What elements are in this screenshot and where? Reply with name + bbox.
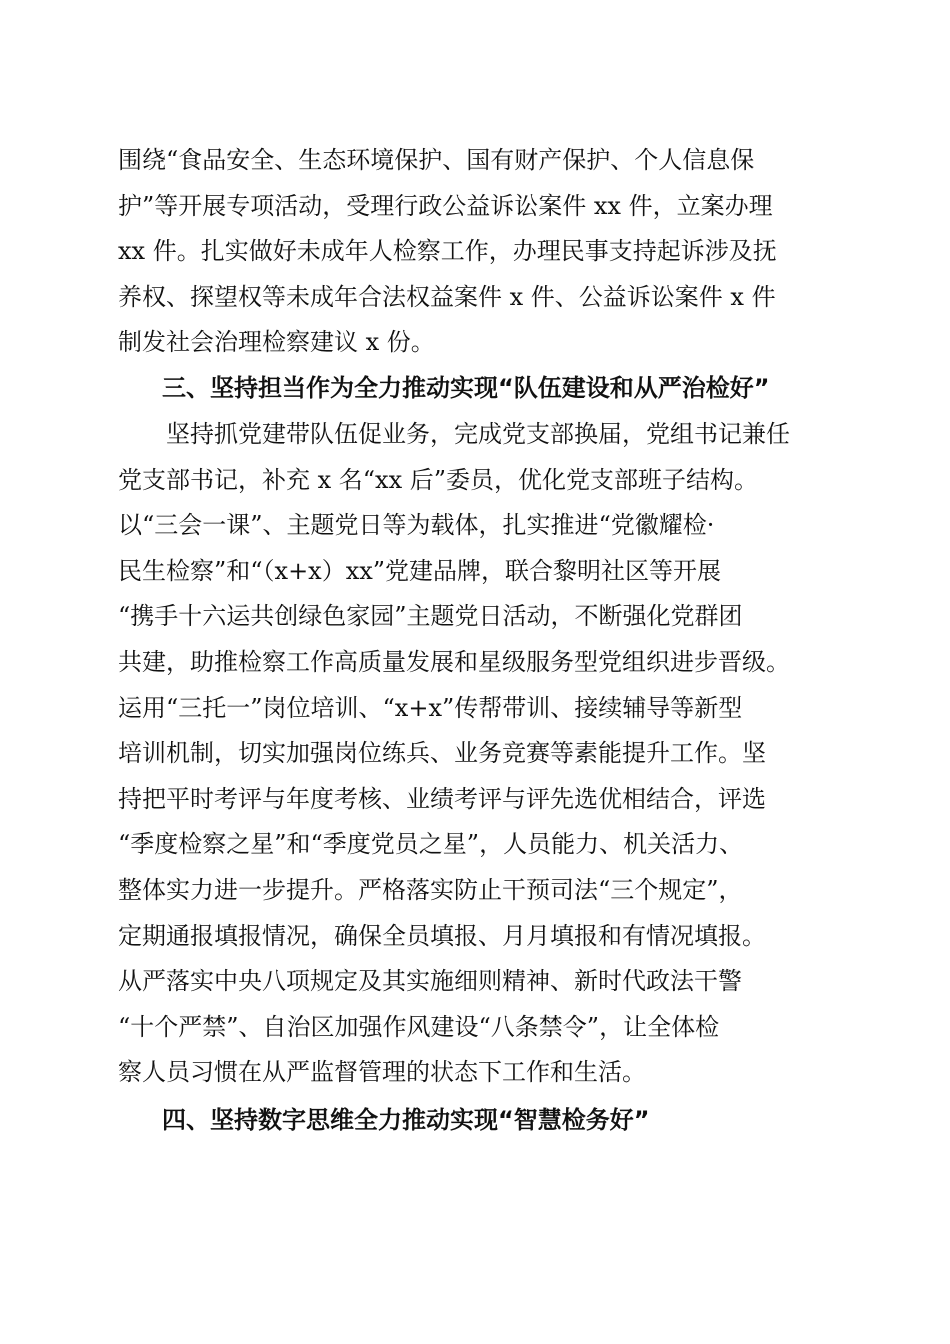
text-line: 坚持抓党建带队伍促业务，完成党支部换届，党组书记兼任 (166, 420, 790, 448)
text-line: xx 件。扎实做好未成年人检察工作，办理民事支持起诉涉及抚 (118, 237, 777, 266)
text-line: 围绕“食品安全、生态环境保护、国有财产保护、个人信息保 (118, 146, 755, 174)
text-line: 以“三会一课”、主题党日等为载体，扎实推进“党徽耀检· (118, 511, 715, 540)
heading-text: 三、坚持担当作为全力推动实现“队伍建设和从严治检好” (162, 374, 770, 402)
text-line: 培训机制，切实加强岗位练兵、业务竞赛等素能提升工作。坚 (118, 739, 766, 768)
text-line: 制发社会治理检察建议 x 份。 (118, 328, 435, 357)
text-line: 护”等开展专项活动，受理行政公益诉讼案件 xx 件，立案办理 (118, 191, 773, 220)
text-line: 定期通报填报情况，确保全员填报、月月填报和有情况填报。 (118, 921, 766, 950)
text-line: 运用“三托一”岗位培训、“x+x”传帮带训、接续辅导等新型 (118, 693, 743, 722)
text-line: 共建，助推检察工作高质量发展和星级服务型党组织进步晋级。 (118, 647, 790, 676)
text-line: 养权、探望权等未成年合法权益案件 x 件、公益诉讼案件 x 件 (118, 282, 776, 311)
paragraph-continued (118, 138, 838, 366)
text-line: 民生检察”和“（x+x）xx”党建品牌，联合黎明社区等开展 (118, 556, 722, 585)
text-line: “季度检察之星”和“季度党员之星”，人员能力、机关活力、 (118, 830, 744, 859)
text-line: 从严落实中央八项规定及其实施细则精神、新时代政法干警 (118, 967, 742, 996)
text-line: 持把平时考评与年度考核、业绩考评与评先选优相结合，评选 (118, 784, 766, 813)
text-line: 整体实力进一步提升。严格落实防止干预司法“三个规定”， (118, 875, 743, 904)
paragraph-team-building (118, 412, 838, 1096)
text-line: “十个严禁”、自治区加强作风建设“八条禁令”，让全体检 (118, 1012, 720, 1041)
section-heading-4 (118, 1098, 838, 1144)
heading-text: 四、坚持数字思维全力推动实现“智慧检务好” (162, 1106, 650, 1134)
text-line: “携手十六运共创绿色家园”主题党日活动，不断强化党群团 (118, 602, 743, 631)
section-heading-3 (118, 366, 838, 412)
text-line: 党支部书记，补充 x 名“xx 后”委员，优化党支部班子结构。 (118, 465, 759, 494)
text-line: 察人员习惯在从严监督管理的状态下工作和生活。 (118, 1058, 646, 1087)
